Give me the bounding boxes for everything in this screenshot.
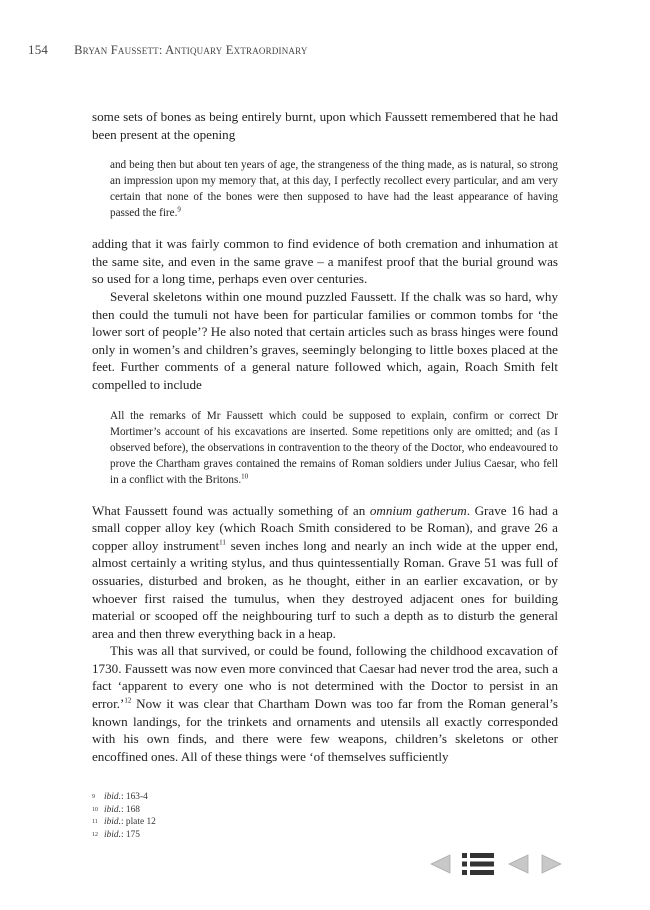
footnote-number: 9 (92, 794, 95, 800)
running-title: Bryan Faussett: Antiquary Extraordinary (74, 43, 308, 57)
triangle-left-icon (431, 855, 450, 873)
footnote-11 (92, 816, 392, 829)
footnote-9 (92, 791, 392, 804)
footnote-page: : 175 (120, 829, 140, 840)
p4-text-c: seven inches long and nearly an inch wide at the upper end, almost certainly a writing stylus, and thus quintessentially Roman. Grave 51 was full of ossuaries, disturbed and broken, as he thought, either in an earlier excavation, or by whoever first raised the tumulus, when they destroyed adjacent ones for building material or scooped off the neighbouring turf to such a depth as to disturb the general area and then threw everything back in a heap. (92, 537, 558, 641)
paragraph-3: Several skeletons within one mound puzzled Faussett. If the chalk was so hard, why then could the tumuli not have been for particular families or common tombs for ‘the lower sort of people’? He also noted that certain articles such as brass hinges were found only in women’s and children’s graves, seemingly belonging to little boxes placed at the feet. Further comments of a general nature followed which, again, Roach Smith felt compelled to include (92, 288, 558, 392)
p4-text-b: . Grave 16 had a small copper alloy key (which Roach Smith considered to be Roman), and grave 26 a copper alloy instrument (92, 502, 559, 553)
footnote-ref-11[interactable]: 11 (219, 538, 226, 547)
footnote-10 (92, 804, 392, 817)
p5-text-b: Now it was clear that Chartham Down was too far from the Roman general’s known landings, for the trinkets and ornaments and utensils all exactly corresponded with his own finds, and there were few weapons, children’s skeletons or other encoffined ones. All of these things were ‘of themselves sufficiently (92, 696, 558, 764)
footnote-ref-10[interactable]: 10 (241, 471, 249, 480)
footnote-number: 10 (92, 806, 98, 813)
footnote-12 (92, 829, 392, 842)
list-menu-icon (462, 853, 494, 875)
footnote-ref-12[interactable]: 12 (124, 696, 132, 705)
footnote-ref-9[interactable]: 9 (177, 205, 181, 214)
triangle-right-icon (542, 855, 561, 873)
paragraph-5 (92, 642, 558, 765)
next-page-button[interactable] (540, 853, 564, 875)
paragraph-4 (92, 502, 558, 643)
p5-text-a: This was all that survived, or could be found, following the childhood excavation of 1730. Faussett was now even more convinced that Caesar had never trod the area, such a fact ‘apparent to every one who is not determined with the Doctor to persist in an error.’ (92, 643, 558, 712)
footnote-ref-text: ibid. (104, 792, 121, 802)
footnote-page: : 163-4 (120, 792, 148, 802)
footnote-ref-text: ibid. (104, 817, 121, 827)
page-navigation (428, 852, 564, 876)
block-quote-2 (110, 408, 558, 488)
quote-2-text: All the remarks of Mr Faussett which could be supposed to explain, confirm or correct Dr Mortimer’s account of his excavations are inserted. Some repetitions only are omitted; and (as I observed before), the observations in contravention to the theory of the Doctor, who endeavoured to prove the Chartham graves contained the remains of Roman soldiers under Julius Caesar, who fell in a conflict with the Britons. (110, 409, 558, 486)
back-button[interactable] (506, 853, 530, 875)
footnote-number: 12 (92, 831, 98, 838)
paragraph-1: some sets of bones as being entirely burnt, upon which Faussett remembered that he had been present at the opening (92, 109, 558, 142)
paragraph-2: adding that it was fairly common to find evidence of both cremation and inhumation at the same site, and even in the same grave – a manifest proof that the burial ground was so used for a long time, perhaps even over centuries. (92, 236, 558, 287)
quote-1-text: and being then but about ten years of age, the strangeness of the thing made, as is natural, so strong an impression upon my memory that, at this day, I perfectly recollect every particular, and am very certain that none of the bones were then supposed to have had the least appearance of having passed the fire. (110, 159, 558, 220)
footnote-ref-text: ibid. (104, 829, 121, 840)
footnote-page: : plate 12 (120, 817, 156, 827)
footnote-ref-text: ibid. (104, 804, 121, 815)
footnotes (92, 791, 392, 841)
page-number: 154 (28, 42, 49, 57)
p4-text-a: What Faussett found was actually something of an (92, 502, 370, 518)
running-head (28, 42, 590, 58)
triangle-left-icon (509, 855, 528, 873)
footnote-number: 11 (92, 819, 98, 825)
page-body (92, 108, 558, 765)
previous-page-button[interactable] (428, 853, 452, 875)
block-quote-1 (110, 157, 558, 221)
p4-emphasis: omnium gatherum (369, 502, 467, 518)
footnote-page: : 168 (120, 804, 140, 815)
contents-menu-button[interactable] (462, 852, 496, 876)
